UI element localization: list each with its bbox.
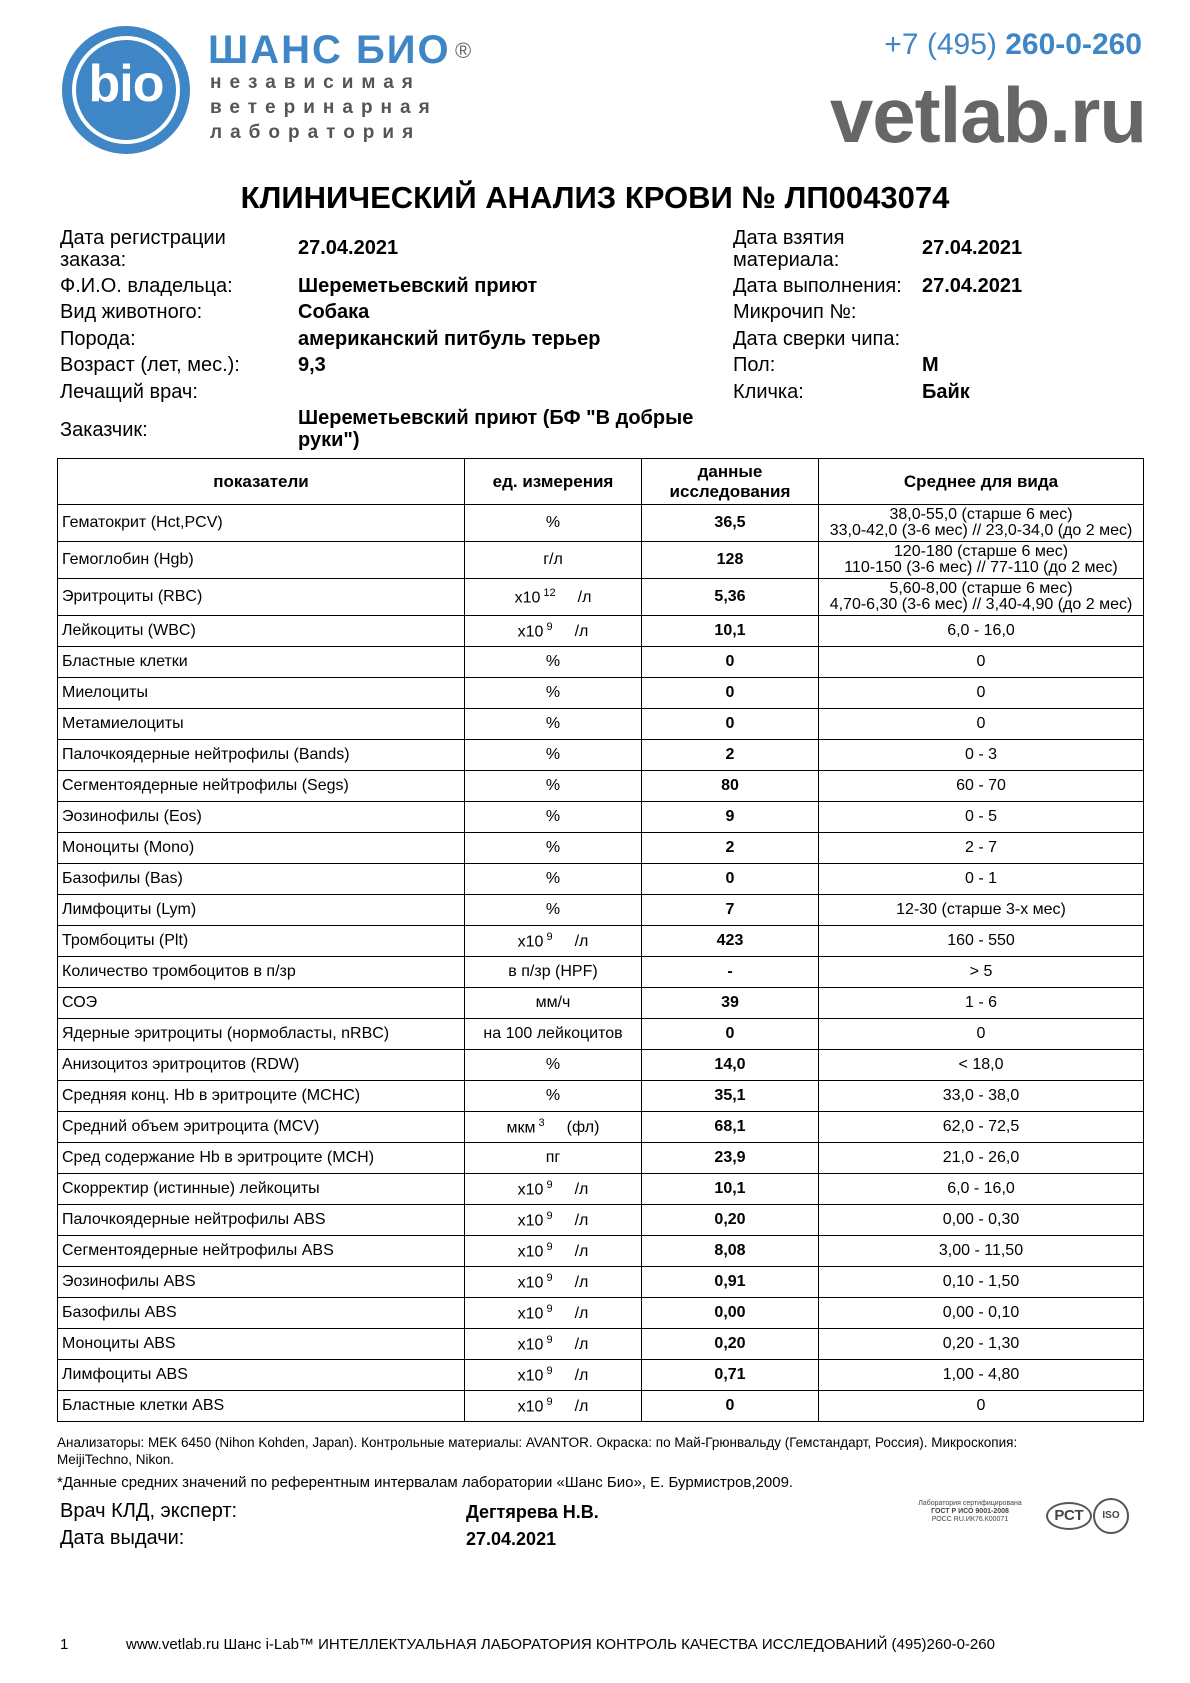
unit [465, 926, 642, 957]
unit-tail: (фл) [566, 1119, 600, 1137]
unit [465, 579, 642, 616]
expert-value: Дегтярева Н.В. [466, 1502, 599, 1522]
result-value: 80 [642, 771, 819, 802]
reference-range: 0 [819, 1019, 1144, 1050]
result-value: 9 [642, 802, 819, 833]
table-row [58, 740, 1144, 771]
unit-tail: /л [574, 1336, 589, 1354]
indicator-name: Моноциты (Mono) [58, 833, 465, 864]
indicator-name: Эритроциты (RBC) [58, 579, 465, 616]
unit: % [465, 802, 642, 833]
reference-range: 5,60-8,00 (старше 6 мес) 4,70-6,30 (3-6 мес) // 3,40-4,90 (до 2 мес) [819, 579, 1144, 616]
expert-label: Врач КЛД, эксперт: [60, 1500, 238, 1522]
indicator-name: Сегментоядерные нейтрофилы (Segs) [58, 771, 465, 802]
reg-date-label: Дата регистрации заказа: [60, 227, 226, 271]
table-row [58, 709, 1144, 740]
reg-date-value: 27.04.2021 [298, 237, 399, 259]
header-indicator: показатели [58, 459, 465, 505]
result-value: 10,1 [642, 1174, 819, 1205]
phone [884, 28, 1142, 62]
result-value: 39 [642, 988, 819, 1019]
unit-exponent: 9 [546, 1364, 553, 1377]
unit: % [465, 771, 642, 802]
result-value: 23,9 [642, 1143, 819, 1174]
result-value: 0 [642, 1019, 819, 1050]
table-row [58, 542, 1144, 579]
unit: % [465, 833, 642, 864]
unit [465, 1329, 642, 1360]
indicator-name: Средний объем эритроцита (MCV) [58, 1112, 465, 1143]
unit [465, 1236, 642, 1267]
result-value: - [642, 957, 819, 988]
phone-code: +7 (495) [884, 28, 997, 61]
unit [465, 1267, 642, 1298]
unit: % [465, 895, 642, 926]
sample-date-value: 27.04.2021 [922, 237, 1023, 259]
reference-range: 0 [819, 709, 1144, 740]
table-row [58, 1050, 1144, 1081]
table-row [58, 864, 1144, 895]
result-value: 0 [642, 647, 819, 678]
indicator-name: Лейкоциты (WBC) [58, 616, 465, 647]
indicator-name: Тромбоциты (Plt) [58, 926, 465, 957]
indicator-name: Палочкоядерные нейтрофилы (Bands) [58, 740, 465, 771]
table-row [58, 1298, 1144, 1329]
result-value: 2 [642, 740, 819, 771]
unit-exponent: 9 [546, 1178, 553, 1191]
table-row [58, 1019, 1144, 1050]
reference-range: 2 - 7 [819, 833, 1144, 864]
indicator-name: Базофилы (Bas) [58, 864, 465, 895]
certificate-text: Лаборатория сертифицирована ГОСТ Р ИСО 9001-2008 РОСС RU.ИК76.К00071 [918, 1500, 1022, 1523]
unit-exponent: 9 [546, 1209, 553, 1222]
reference-range: 38,0-55,0 (старше 6 мес) 33,0-42,0 (3-6 мес) // 23,0-34,0 (до 2 мес) [819, 505, 1144, 542]
logo-text: bio [88, 55, 164, 113]
result-value: 35,1 [642, 1081, 819, 1112]
unit-tail: /л [574, 933, 589, 951]
indicator-name: Эозинофилы ABS [58, 1267, 465, 1298]
table-row [58, 1081, 1144, 1112]
brand-subtitle-line: ветеринарная [210, 97, 438, 118]
table-row [58, 1329, 1144, 1360]
result-value: 14,0 [642, 1050, 819, 1081]
reference-range: 0,10 - 1,50 [819, 1267, 1144, 1298]
table-row [58, 1174, 1144, 1205]
brand-subtitle-line: независимая [210, 72, 421, 93]
indicator-name: Эозинофилы (Eos) [58, 802, 465, 833]
unit-base: x10 [517, 1367, 544, 1385]
indicator-name: Сегментоядерные нейтрофилы ABS [58, 1236, 465, 1267]
unit-base: x10 [517, 1336, 544, 1354]
unit-exponent: 9 [546, 1333, 553, 1346]
unit-tail: /л [574, 1212, 589, 1230]
unit-tail: /л [574, 1181, 589, 1199]
indicator-name: Количество тромбоцитов в п/зр [58, 957, 465, 988]
header-unit: ед. измерения [465, 459, 642, 505]
indicator-name: Ядерные эритроциты (нормобласты, nRBC) [58, 1019, 465, 1050]
indicator-name: Анизоцитоз эритроцитов (RDW) [58, 1050, 465, 1081]
reference-range: 6,0 - 16,0 [819, 1174, 1144, 1205]
unit: % [465, 505, 642, 542]
table-row [58, 1112, 1144, 1143]
chip-check-label: Дата сверки чипа: [733, 328, 901, 350]
reference-range: 21,0 - 26,0 [819, 1143, 1144, 1174]
unit-base: x10 [517, 1212, 544, 1230]
chip-label: Микрочип №: [733, 301, 857, 323]
unit-base: x10 [517, 1243, 544, 1261]
sex-label: Пол: [733, 354, 776, 376]
table-row [58, 1205, 1144, 1236]
indicator-name: Бластные клетки [58, 647, 465, 678]
unit: % [465, 1050, 642, 1081]
unit-tail: /л [574, 623, 589, 641]
reference-range: 0 [819, 1391, 1144, 1422]
result-value: 68,1 [642, 1112, 819, 1143]
unit [465, 1298, 642, 1329]
age-label: Возраст (лет, мес.): [60, 354, 240, 376]
sex-value: М [922, 354, 939, 376]
reference-range: 33,0 - 38,0 [819, 1081, 1144, 1112]
breed-label: Порода: [60, 328, 136, 350]
result-value: 0 [642, 678, 819, 709]
indicator-name: Гематокрит (Hct,PCV) [58, 505, 465, 542]
results-table [57, 458, 1144, 1422]
unit [465, 1112, 642, 1143]
reference-range: 0 [819, 678, 1144, 709]
result-value: 36,5 [642, 505, 819, 542]
unit-exponent: 3 [538, 1116, 545, 1129]
unit-exponent: 9 [546, 930, 553, 943]
reference-range: 0 - 1 [819, 864, 1144, 895]
unit-exponent: 9 [546, 620, 553, 633]
indicator-name: Палочкоядерные нейтрофилы ABS [58, 1205, 465, 1236]
unit: % [465, 709, 642, 740]
brand-name: ШАНС БИО [208, 28, 451, 72]
result-value: 0,00 [642, 1298, 819, 1329]
reference-range: 6,0 - 16,0 [819, 616, 1144, 647]
indicator-name: СОЭ [58, 988, 465, 1019]
indicator-name: Базофилы ABS [58, 1298, 465, 1329]
reference-range: 0 - 3 [819, 740, 1144, 771]
table-row [58, 1236, 1144, 1267]
unit: г/л [465, 542, 642, 579]
footer-text: www.vetlab.ru Шанс i-Lab™ ИНТЕЛЛЕКТУАЛЬНАЯ ЛАБОРАТОРИЯ КОНТРОЛЬ КАЧЕСТВА ИССЛЕДОВАНИЙ (495)260-0-260 [126, 1636, 995, 1653]
brand-subtitle-line: лаборатория [210, 122, 422, 143]
unit-tail: /л [574, 1243, 589, 1261]
indicator-name: Метамиелоциты [58, 709, 465, 740]
table-row [58, 988, 1144, 1019]
indicator-name: Лимфоциты (Lym) [58, 895, 465, 926]
age-value: 9,3 [298, 354, 326, 376]
unit: % [465, 678, 642, 709]
unit-base: x10 [517, 1181, 544, 1199]
unit: % [465, 740, 642, 771]
nickname-label: Кличка: [733, 381, 804, 403]
result-value: 0,71 [642, 1360, 819, 1391]
nickname-value: Байк [922, 381, 970, 403]
species-value: Собака [298, 301, 370, 323]
unit-exponent: 12 [543, 586, 556, 599]
registered-mark: ® [455, 38, 472, 63]
table-row [58, 579, 1144, 616]
table-row [58, 505, 1144, 542]
unit-base: x10 [517, 623, 544, 641]
owner-value: Шереметьевский приют [298, 275, 538, 297]
unit-exponent: 9 [546, 1395, 553, 1408]
table-row [58, 1360, 1144, 1391]
reference-range: < 18,0 [819, 1050, 1144, 1081]
unit-base: x10 [517, 1305, 544, 1323]
table-row [58, 616, 1144, 647]
unit [465, 1391, 642, 1422]
unit: % [465, 647, 642, 678]
page-title: КЛИНИЧЕСКИЙ АНАЛИЗ КРОВИ № ЛП0043074 [240, 180, 950, 215]
indicator-name: Гемоглобин (Hgb) [58, 542, 465, 579]
unit-tail: /л [574, 1398, 589, 1416]
table-row [58, 833, 1144, 864]
unit-tail: /л [574, 1274, 589, 1292]
indicator-name: Средняя конц. Hb в эритроците (MCHC) [58, 1081, 465, 1112]
header-reference: Среднее для вида [819, 459, 1144, 505]
table-row [58, 771, 1144, 802]
unit-exponent: 9 [546, 1271, 553, 1284]
table-row [58, 802, 1144, 833]
unit-exponent: 9 [546, 1302, 553, 1315]
indicator-name: Моноциты ABS [58, 1329, 465, 1360]
reference-range: 0,00 - 0,30 [819, 1205, 1144, 1236]
owner-label: Ф.И.О. владельца: [60, 275, 233, 297]
reference-range: 12-30 (старше 3-х мес) [819, 895, 1144, 926]
reference-range: 0,00 - 0,10 [819, 1298, 1144, 1329]
table-row [58, 1267, 1144, 1298]
unit-base: мкм [506, 1119, 536, 1137]
unit: % [465, 1081, 642, 1112]
unit [465, 1174, 642, 1205]
indicator-name: Скорректир (истинные) лейкоциты [58, 1174, 465, 1205]
customer-value: Шереметьевский приют (БФ "В добрые руки") [298, 407, 694, 451]
unit-base: x10 [517, 1398, 544, 1416]
done-date-value: 27.04.2021 [922, 275, 1023, 297]
unit: пг [465, 1143, 642, 1174]
unit [465, 616, 642, 647]
reference-range: > 5 [819, 957, 1144, 988]
indicator-name: Сред содержание Hb в эритроците (MCH) [58, 1143, 465, 1174]
unit-base: x10 [517, 933, 544, 951]
unit: в п/зр (HPF) [465, 957, 642, 988]
result-value: 0 [642, 864, 819, 895]
table-row [58, 957, 1144, 988]
breed-value: американский питбуль терьер [298, 328, 601, 350]
unit-base: x10 [514, 589, 541, 607]
indicator-name: Лимфоциты ABS [58, 1360, 465, 1391]
result-value: 128 [642, 542, 819, 579]
unit [465, 1360, 642, 1391]
reference-range: 0,20 - 1,30 [819, 1329, 1144, 1360]
species-label: Вид животного: [60, 301, 203, 323]
issue-date-value: 27.04.2021 [466, 1529, 557, 1549]
pct-certification-icon: РСТ [1046, 1502, 1092, 1530]
page-number: 1 [60, 1636, 69, 1653]
unit: на 100 лейкоцитов [465, 1019, 642, 1050]
result-value: 0 [642, 709, 819, 740]
reference-range: 1,00 - 4,80 [819, 1360, 1144, 1391]
reference-range: 160 - 550 [819, 926, 1144, 957]
table-row [58, 678, 1144, 709]
table-row [58, 647, 1144, 678]
website: vetlab.ru [829, 71, 1146, 159]
result-value: 8,08 [642, 1236, 819, 1267]
header-value: данные исследования [642, 459, 819, 505]
table-header-row [58, 459, 1144, 505]
phone-number: 260-0-260 [1005, 28, 1142, 61]
unit [465, 1205, 642, 1236]
table-row [58, 1391, 1144, 1422]
unit-base: x10 [517, 1274, 544, 1292]
table-row [58, 895, 1144, 926]
iso-certification-icon: ISO [1093, 1498, 1129, 1534]
unit-tail: /л [574, 1305, 589, 1323]
reference-range: 1 - 6 [819, 988, 1144, 1019]
result-value: 10,1 [642, 616, 819, 647]
result-value: 2 [642, 833, 819, 864]
customer-label: Заказчик: [60, 419, 148, 441]
done-date-label: Дата выполнения: [733, 275, 902, 297]
result-value: 0,20 [642, 1329, 819, 1360]
table-body [58, 505, 1144, 1422]
result-value: 0,91 [642, 1267, 819, 1298]
indicator-name: Бластные клетки ABS [58, 1391, 465, 1422]
unit-tail: /л [577, 589, 592, 607]
issue-date-label: Дата выдачи: [60, 1527, 185, 1549]
reference-range: 3,00 - 11,50 [819, 1236, 1144, 1267]
result-value: 7 [642, 895, 819, 926]
reference-range: 62,0 - 72,5 [819, 1112, 1144, 1143]
unit: % [465, 864, 642, 895]
reference-range: 120-180 (старше 6 мес) 110-150 (3-6 мес) // 77-110 (до 2 мес) [819, 542, 1144, 579]
table-row [58, 926, 1144, 957]
logo [62, 26, 190, 154]
result-value: 423 [642, 926, 819, 957]
unit: мм/ч [465, 988, 642, 1019]
reference-range: 0 [819, 647, 1144, 678]
result-value: 5,36 [642, 579, 819, 616]
unit-tail: /л [574, 1367, 589, 1385]
sample-date-label: Дата взятия материала: [733, 227, 845, 271]
reference-range: 60 - 70 [819, 771, 1144, 802]
doctor-label: Лечащий врач: [60, 381, 198, 403]
reference-note: *Данные средних значений по референтным интервалам лаборатории «Шанс Био», Е. Бурмистров,2009. [57, 1474, 794, 1491]
analyzers-note: Анализаторы: MEK 6450 (Nihon Kohden, Japan). Контрольные материалы: AVANTOR. Окраска: по Май-Грюнвальду (Гемстандарт, Россия). Микроскопия: MeijiTechno, Nikon. [57, 1435, 1018, 1467]
table-row [58, 1143, 1144, 1174]
result-value: 0,20 [642, 1205, 819, 1236]
reference-range: 0 - 5 [819, 802, 1144, 833]
result-value: 0 [642, 1391, 819, 1422]
unit-exponent: 9 [546, 1240, 553, 1253]
indicator-name: Миелоциты [58, 678, 465, 709]
